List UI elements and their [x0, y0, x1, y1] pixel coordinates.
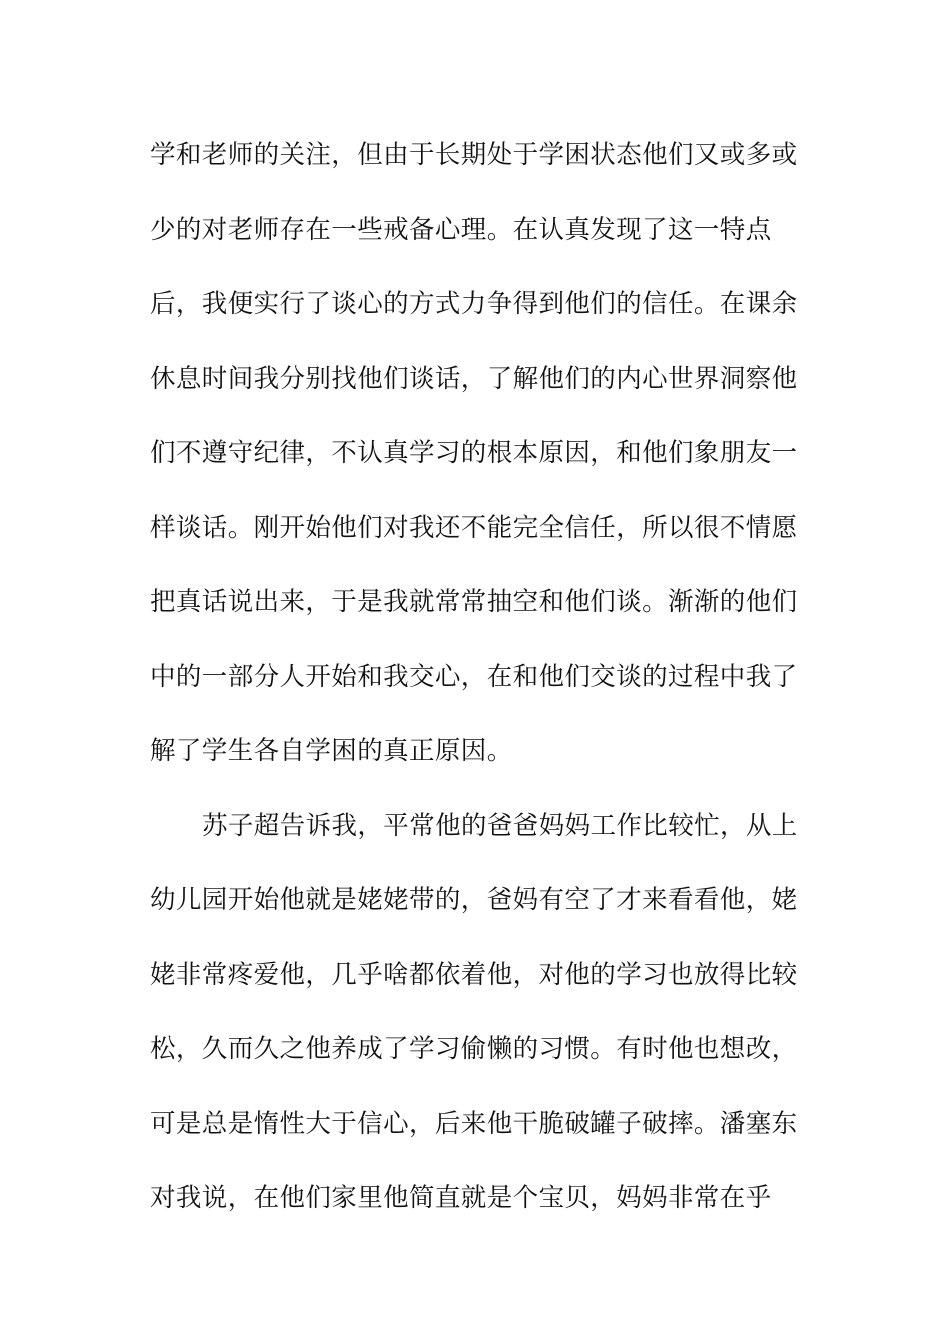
text-line: 幼儿园开始他就是姥姥带的，爸妈有空了才来看看他，姥 — [150, 885, 798, 915]
body-text — [150, 118, 800, 1236]
text-line: 姥非常疼爱他，几乎啥都依着他，对他的学习也放得比较 — [150, 959, 798, 990]
text-line: 样谈话。刚开始他们对我还不能完全信任，所以很不情愿 — [150, 512, 798, 543]
text-line: 中的一部分人开始和我交心，在和他们交谈的过程中我了 — [150, 661, 798, 692]
text-line: 可是总是惰性大于信心，后来他干脆破罐子破摔。潘塞东 — [150, 1108, 798, 1139]
text-line: 少的对老师存在一些戒备心理。在认真发现了这一特点 — [150, 214, 772, 245]
text-line: 后，我便实行了谈心的方式力争得到他们的信任。在课余 — [150, 289, 798, 319]
text-line: 们不遵守纪律，不认真学习的根本原因，和他们象朋友一 — [150, 438, 798, 468]
text-line: 把真话说出来，于是我就常常抽空和他们谈。渐渐的他们 — [150, 587, 798, 617]
text-line: 学和老师的关注，但由于长期处于学困状态他们又或多或 — [150, 140, 798, 170]
text-line: 对我说，在他们家里他简直就是个宝贝，妈妈非常在乎 — [150, 1183, 772, 1213]
text-line: 松，久而久之他养成了学习偷懒的习惯。有时他也想改， — [150, 1034, 798, 1064]
paragraph-start-line: 苏子超告诉我，平常他的爸爸妈妈工作比较忙，从上 — [202, 810, 798, 841]
text-line: 解了学生各自学困的真正原因。 — [150, 736, 513, 766]
text-line: 休息时间我分别找他们谈话，了解他们的内心世界洞察他 — [150, 363, 798, 394]
